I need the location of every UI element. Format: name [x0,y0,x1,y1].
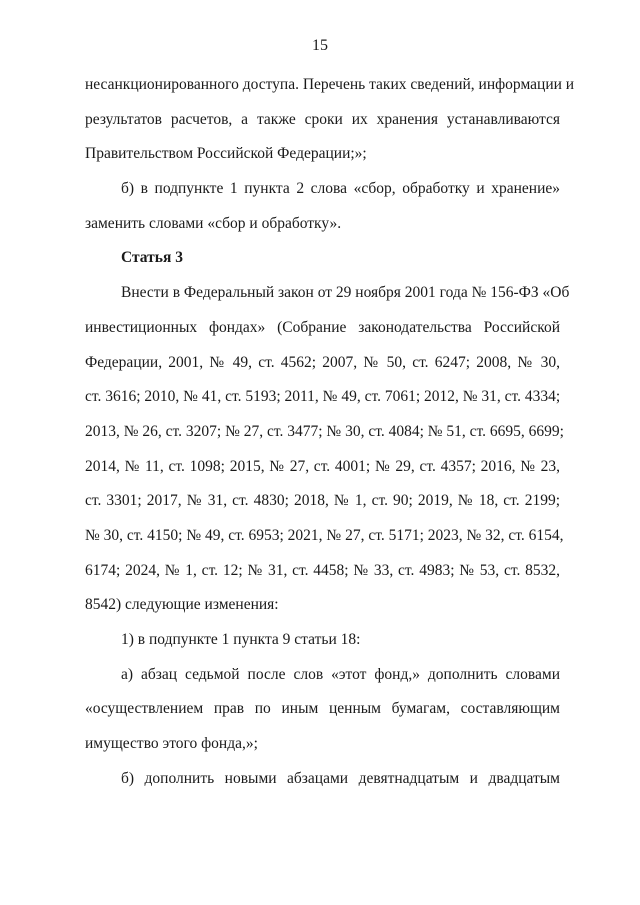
text-line: а) абзац седьмой после слов «этот фонд,» дополнить словами [121,665,560,683]
text-line: несанкционированного доступа. Перечень таких сведений, информации и [85,76,575,93]
text-line: 2013, № 26, ст. 3207; № 27, ст. 3477; № 30, ст. 4084; № 51, ст. 6695, 6699; [85,422,564,440]
text-line: имущество этого фонда,»; [85,735,258,753]
text-line: № 30, ст. 4150; № 49, ст. 6953; 2021, № 27, ст. 5171; 2023, № 32, ст. 6154, [85,526,564,544]
article-heading: Статья 3 [121,249,183,267]
text-line: «осуществлением прав по иным ценным бумагам, составляющим [85,700,560,718]
text-line: заменить словами «сбор и обработку». [85,214,342,232]
text-line: 2014, № 11, ст. 1098; 2015, № 27, ст. 4001; № 29, ст. 4357; 2016, № 23, [85,457,560,475]
text-line: ст. 3616; 2010, № 41, ст. 5193; 2011, № 49, ст. 7061; 2012, № 31, ст. 4334; [85,388,561,406]
text-line: Правительством Российской Федерации;»; [85,145,367,163]
text-line: ст. 3301; 2017, № 31, ст. 4830; 2018, № 1, ст. 90; 2019, № 18, ст. 2199; [85,492,560,510]
document-body [85,68,575,796]
text-line: 8542) следующие изменения: [85,596,279,614]
text-line: б) в подпункте 1 пункта 2 слова «сбор, обработку и хранение» [121,180,560,198]
text-line: б) дополнить новыми абзацами девятнадцатым и двадцатым [121,769,560,787]
text-line: 6174; 2024, № 1, ст. 12; № 31, ст. 4458; № 33, ст. 4983; № 53, ст. 8532, [85,561,560,579]
page-number: 15 [312,37,328,54]
text-line: Внести в Федеральный закон от 29 ноября 2001 года № 156-ФЗ «Об [121,284,570,302]
text-line: 1) в подпункте 1 пункта 9 статьи 18: [121,631,361,648]
text-line: Федерации, 2001, № 49, ст. 4562; 2007, № 50, ст. 6247; 2008, № 30, [85,353,560,371]
text-line: результатов расчетов, а также сроки их хранения устанавливаются [85,110,560,128]
text-line: инвестиционных фондах» (Собрание законодательства Российской [85,318,560,336]
